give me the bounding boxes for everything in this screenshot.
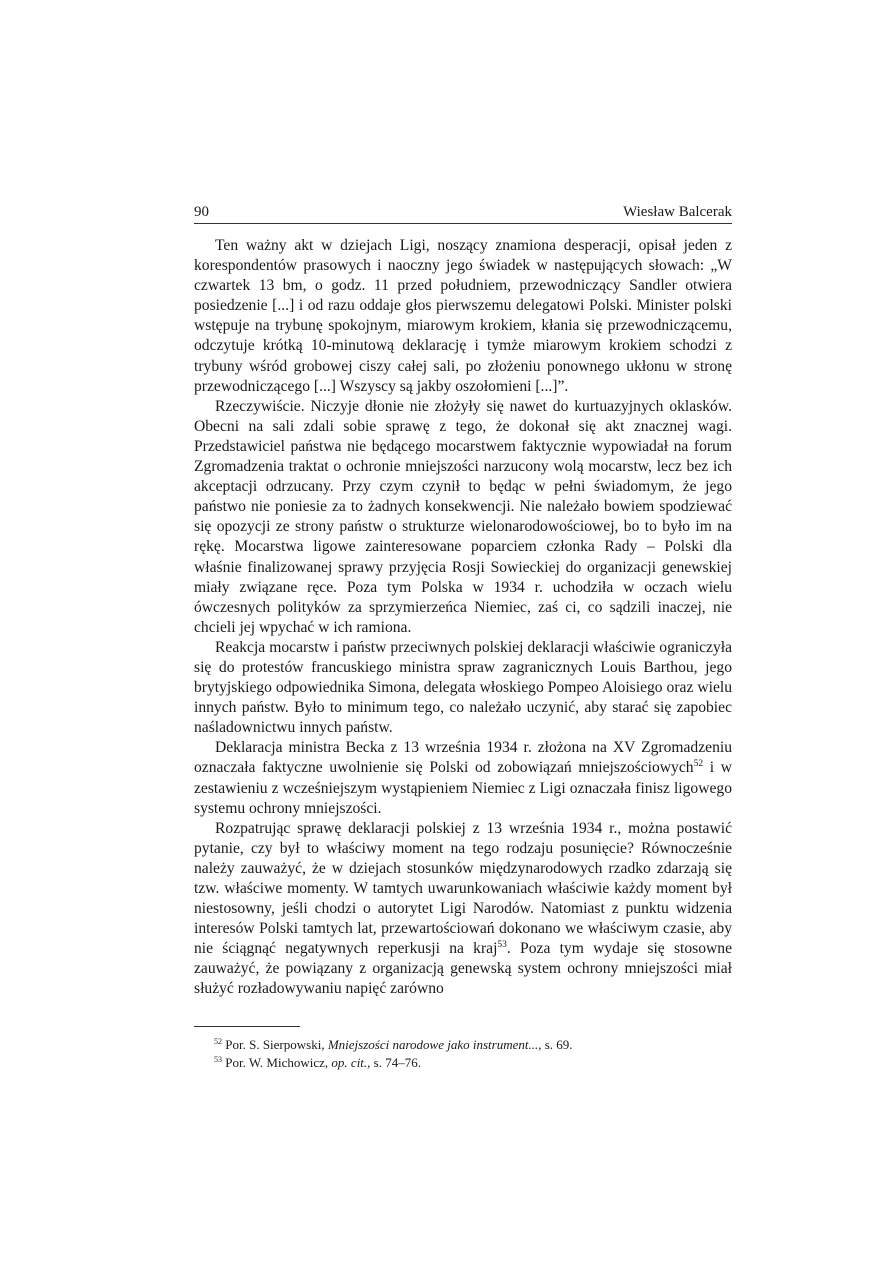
cited-title: Mniejszości narodowe jako instrument... [327, 1037, 539, 1052]
page-number: 90 [194, 204, 209, 220]
footnote-number: 53 [214, 1055, 222, 1064]
footnote: $^{53}$ Por. W. Michowicz, op. cit., s. 74–76. [214, 1055, 421, 1070]
paragraph: Ten ważny akt w dziejach Ligi, noszący znamiona desperacji, opisał jeden z korespondentów prasowych i naoczny jego świadek w następujących słowach: „W czwartek 13 bm, o godz. 11 przed południem, przewodniczący Sandler otwiera posiedzenie [...] i od razu oddaje głos pierwszemu delegatowi Polski. Minister polski wstępuje na trybunę spokojnym, miarowym krokiem, kłania się przewodniczącemu, odczytuje krótką 10-minutową deklarację i tymże miarowym krokiem schodzi z trybuny wśród grobowej ciszy całej sali, po złożeniu ponownego ukłonu w stronę przewodniczącego [...] Wszyscy są jakby oszołomieni [...]”. [194, 237, 732, 395]
footnote-reference: 52 [693, 759, 704, 770]
footnote-number: 52 [214, 1037, 222, 1046]
footnote: $^{52}$ Por. S. Sierpowski, Mniejszości narodowe jako instrument..., s. 69. [214, 1037, 573, 1052]
paragraph: Rozpatrując sprawę deklaracji polskiej z 13 września 1934 r., można postawić pytanie, czy był to właściwy moment na tego rodzaju posunięcie? Równocześnie należy zauważyć, że w dziejach stosunków międzynarodowych rzadko zdarzają się tzw. właściwe momenty. W tamtych uwarunkowaniach właściwie każdy moment był niestosowny, jeśli chodzi o autorytet Ligi Narodów. Natomiast z punktu widzenia interesów Polski tamtych lat, przewartościowań dokonano we właściwym czasie, aby nie ściągnąć negatywnych reperkusji na kraj$^{53}$. Poza tym wydaje się stosowne zauważyć, że powiązany z organizacją genewską system ochrony mniejszości miał służyć rozładowywaniu napięć zarówno [194, 819, 732, 998]
paragraph: Rzeczywiście. Niczyje dłonie nie złożyły się nawet do kurtuazyjnych oklasków. Obecni na sali zdali sobie sprawę z tego, że dokonał się akt znacznej wagi. Przedstawiciel państwa nie będącego mocarstwem faktycznie wypowiadał na forum Zgromadzenia traktat o ochronie mniejszości narzucony wolą mocarstw, lecz bez ich akceptacji odrzucany. Przy czym czynił to będąc w pełni świadomym, że jego państwo nie poniesie za to żadnych konsekwencji. Nie należało bowiem spodziewać się opozycji ze strony państw o strukturze wielonarodowościowej, bo to było im na rękę. Mocarstwa ligowe zainteresowane poparciem członka Rady – Polski dla właśnie finalizowanej sprawy przyjęcia Rosji Sowieckiej do organizacji genewskiej miały związane ręce. Poza tym Polska w 1934 r. uchodziła w oczach wielu ówczesnych polityków za sprzymierzeńca Niemiec, zaś ci, co sądzili inaczej, nie chcieli jej wpychać w ich ramiona. [194, 397, 732, 636]
footnote-separator [194, 1026, 300, 1027]
paragraph: Deklaracja ministra Becka z 13 września 1934 r. złożona na XV Zgromadzeniu oznaczała faktyczne uwolnienie się Polski od zobowiązań mniejszościowych$^{52}$ i w zestawieniu z wcześniejszym wystąpieniem Niemiec z Ligi oznaczała finisz ligowego systemu ochrony mniejszości. [194, 739, 732, 817]
body-text [194, 236, 732, 1000]
running-header [194, 202, 732, 224]
running-head-author: Wiesław Balcerak [623, 204, 732, 220]
paragraph: Reakcja mocarstw i państw przeciwnych polskiej deklaracji właściwie ograniczyła się do protestów francuskiego ministra spraw zagranicznych Louis Barthou, jego brytyjskiego odpowiednika Simona, delegata włoskiego Pompeo Aloisiego oraz wielu innych państw. Było to minimum tego, co należało uczynić, aby starać się zapobiec naśladownictwu innych państw. [194, 638, 732, 737]
cited-title: op. cit. [331, 1055, 368, 1070]
footnotes [214, 1036, 734, 1072]
footnote-reference: 53 [497, 940, 507, 951]
